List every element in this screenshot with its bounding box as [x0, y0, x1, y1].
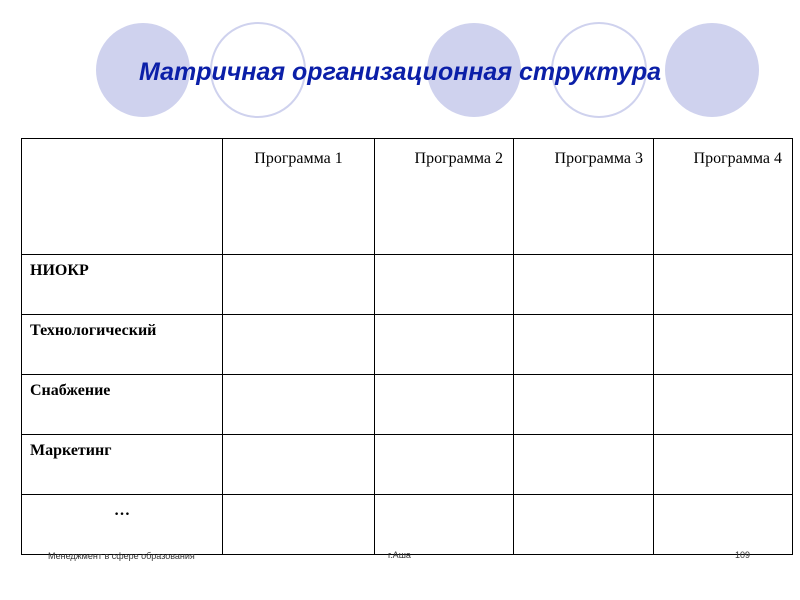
table-cell	[654, 495, 793, 555]
row-label-niokr: НИОКР	[22, 255, 223, 315]
table-cell	[654, 315, 793, 375]
footer-course: Менеджмент в сфере образования	[48, 551, 195, 561]
row-label-supply: Снабжение	[22, 375, 223, 435]
table-row	[22, 435, 793, 495]
table-cell	[654, 375, 793, 435]
header-program-3: Программа 3	[514, 139, 654, 255]
table-cell	[375, 315, 514, 375]
table-cell	[654, 255, 793, 315]
header-program-2: Программа 2	[375, 139, 514, 255]
table-row	[22, 375, 793, 435]
header-program-1: Программа 1	[223, 139, 375, 255]
table-cell	[514, 255, 654, 315]
table-row	[22, 315, 793, 375]
footer-city: г.Аша	[388, 550, 411, 560]
table-cell	[654, 435, 793, 495]
table-cell	[514, 315, 654, 375]
footer-page-number: 109	[735, 550, 751, 560]
table-row	[22, 495, 793, 555]
table-cell	[514, 435, 654, 495]
table-cell	[375, 255, 514, 315]
table-cell	[223, 315, 375, 375]
corner-cell	[22, 139, 223, 255]
matrix-table	[21, 138, 793, 555]
table-cell	[375, 435, 514, 495]
table-header-row	[22, 139, 793, 255]
table-cell	[514, 495, 654, 555]
table-cell	[223, 255, 375, 315]
table-cell	[375, 495, 514, 555]
slide-title: Матричная организационная структура	[138, 58, 662, 86]
table-cell	[375, 375, 514, 435]
table-cell	[223, 375, 375, 435]
row-label-ellipsis: …	[22, 495, 223, 555]
header-program-4: Программа 4	[654, 139, 793, 255]
table-cell	[223, 495, 375, 555]
row-label-tech: Технологический	[22, 315, 223, 375]
table-row	[22, 255, 793, 315]
row-label-marketing: Маркетинг	[22, 435, 223, 495]
table-cell	[514, 375, 654, 435]
table-cell	[223, 435, 375, 495]
